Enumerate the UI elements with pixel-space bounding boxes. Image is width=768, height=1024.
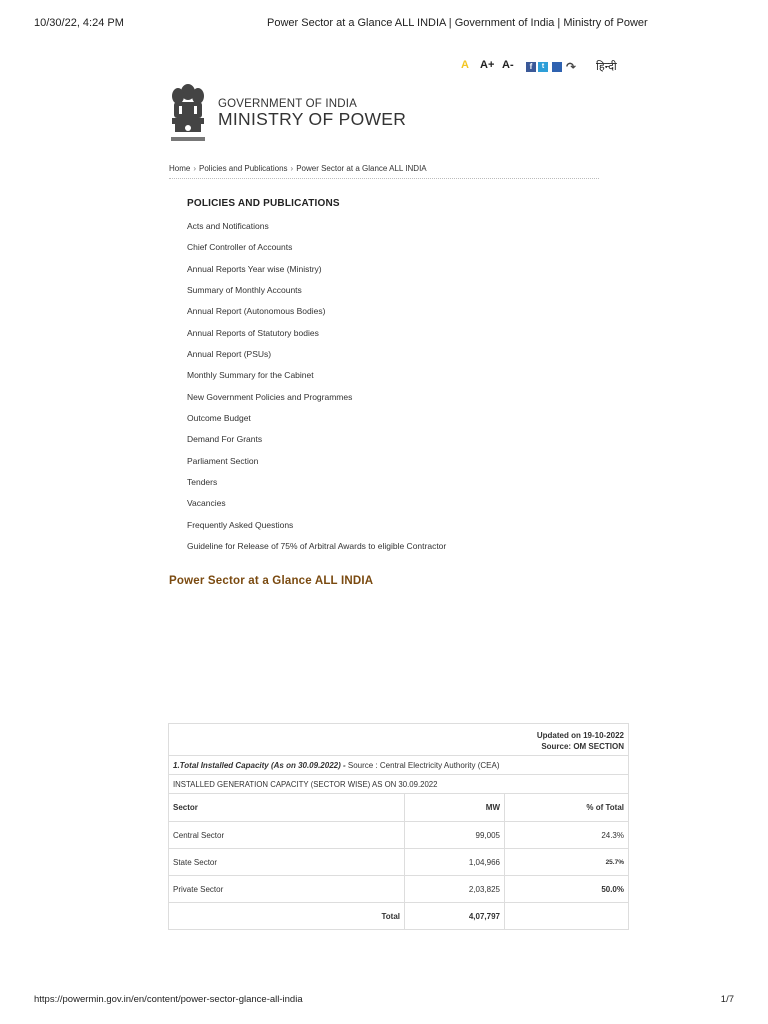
total-pct-empty [505, 903, 629, 930]
installed-capacity-table [168, 723, 629, 930]
table-caption-row [169, 775, 629, 794]
updated-date: Updated on 19-10-2022 [536, 731, 624, 740]
header-mw: MW [405, 794, 505, 822]
sidebar-item-tenders[interactable]: Tenders [187, 476, 218, 487]
sidebar-item-acts[interactable]: Acts and Notifications [187, 221, 269, 231]
sidebar-item-faq[interactable]: Frequently Asked Questions [187, 519, 294, 530]
logo-government-of-india: GOVERNMENT OF INDIA [218, 98, 358, 110]
print-footer [34, 994, 734, 1005]
sidebar-item-annual-report-autonomous[interactable]: Annual Report (Autonomous Bodies) [187, 306, 326, 317]
breadcrumb-home[interactable]: Home [169, 164, 191, 173]
header-pct: % of Total [505, 794, 629, 822]
logo-ministry-of-power[interactable]: MINISTRY OF POWER [218, 109, 407, 129]
mw-cell: 2,03,825 [405, 876, 505, 903]
table-row [169, 822, 629, 849]
table-total-row [169, 903, 629, 930]
sidebar-item-new-policies[interactable]: New Government Policies and Programmes [187, 391, 353, 402]
table-row [169, 876, 629, 903]
table-header-row [169, 794, 629, 822]
accessibility-icon[interactable]: ↷ [566, 60, 577, 74]
table-capacity-row [169, 756, 629, 775]
national-emblem-icon [168, 82, 208, 146]
page-number: 1/7 [720, 994, 734, 1005]
breadcrumb-policies[interactable]: Policies and Publications [199, 164, 288, 173]
sidebar-item-annual-reports-ministry[interactable]: Annual Reports Year wise (Ministry) [187, 263, 322, 274]
font-size-increase-button[interactable]: A+ [480, 59, 495, 71]
pct-cell: 24.3% [505, 822, 629, 849]
source-section: Source: OM SECTION [541, 742, 624, 751]
font-size-decrease-button[interactable]: A- [502, 59, 514, 71]
breadcrumb-separator-icon: › [290, 164, 294, 173]
table-row [169, 849, 629, 876]
sidebar-menu [187, 221, 446, 562]
mw-cell: 99,005 [405, 822, 505, 849]
sidebar-item-arbitral-awards-guideline[interactable]: Guideline for Release of 75% of Arbitral Awards to eligible Contractor [187, 540, 447, 551]
language-hindi-link[interactable]: हिन्दी [596, 60, 617, 73]
sidebar-item-chief-controller[interactable]: Chief Controller of Accounts [187, 242, 293, 253]
sidebar-item-demand-for-grants[interactable]: Demand For Grants [187, 434, 263, 445]
capacity-label: 1.Total Installed Capacity (As on 30.09.2022) - [173, 760, 346, 770]
pct-cell: 25.7% [505, 849, 629, 876]
print-page-title: Power Sector at a Glance ALL INDIA | Government of India | Ministry of Power [267, 17, 648, 29]
breadcrumb-current: Power Sector at a Glance ALL INDIA [296, 164, 427, 173]
sidebar-item-parliament-section[interactable]: Parliament Section [187, 455, 259, 466]
pct-cell: 50.0% [505, 876, 629, 903]
sector-cell: State Sector [169, 849, 405, 876]
update-info-cell [169, 724, 629, 756]
header-sector: Sector [169, 794, 405, 822]
share-icon[interactable] [552, 62, 562, 72]
sidebar-item-outcome-budget[interactable]: Outcome Budget [187, 412, 251, 423]
sector-cell: Central Sector [169, 822, 405, 849]
mw-cell: 1,04,966 [405, 849, 505, 876]
breadcrumb-separator-icon: › [193, 164, 197, 173]
facebook-icon[interactable]: f [526, 62, 536, 72]
sidebar-item-monthly-accounts[interactable]: Summary of Monthly Accounts [187, 284, 302, 295]
breadcrumb [169, 164, 427, 173]
page-title: Power Sector at a Glance ALL INDIA [169, 575, 374, 587]
capacity-source: Source : Central Electricity Authority (CEA) [345, 760, 500, 770]
sidebar-item-monthly-summary-cabinet[interactable]: Monthly Summary for the Cabinet [187, 370, 314, 381]
total-label: Total [169, 903, 405, 930]
installed-caption: INSTALLED GENERATION CAPACITY (SECTOR WISE) AS ON 30.09.2022 [169, 775, 629, 794]
print-timestamp: 10/30/22, 4:24 PM [34, 17, 124, 29]
twitter-icon[interactable]: t [538, 62, 548, 72]
total-mw: 4,07,797 [405, 903, 505, 930]
sidebar-heading: POLICIES AND PUBLICATIONS [187, 198, 340, 209]
sector-cell: Private Sector [169, 876, 405, 903]
font-size-normal-button[interactable]: A [461, 59, 469, 71]
table-update-row [169, 724, 629, 756]
print-header [34, 17, 734, 31]
page-url: https://powermin.gov.in/en/content/power-sector-glance-all-india [34, 994, 303, 1005]
capacity-cell [169, 756, 629, 775]
sidebar-item-vacancies[interactable]: Vacancies [187, 498, 226, 509]
sidebar-item-annual-report-psus[interactable]: Annual Report (PSUs) [187, 348, 272, 359]
breadcrumb-divider [169, 178, 599, 179]
sidebar-item-statutory-bodies[interactable]: Annual Reports of Statutory bodies [187, 327, 319, 338]
